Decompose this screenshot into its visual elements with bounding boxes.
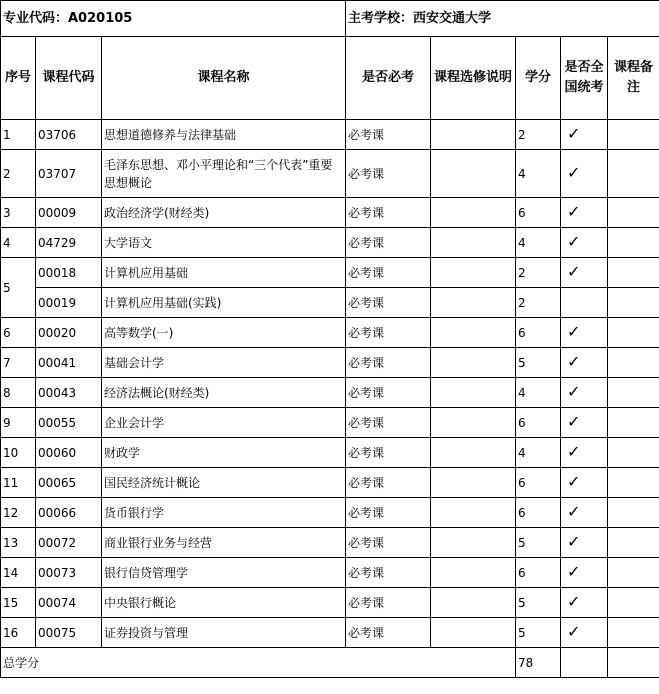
seq-cell: 10: [1, 438, 36, 468]
col-seq: 序号: [1, 37, 36, 120]
code-cell: 00041: [36, 348, 102, 378]
check-icon: ✓: [567, 231, 581, 251]
col-remark: 课程备注: [608, 37, 659, 120]
required-cell: 必考课: [346, 378, 431, 408]
seq-cell: 4: [1, 228, 36, 258]
name-cell: 中央银行概论: [102, 588, 346, 618]
credits-cell: 4: [516, 378, 561, 408]
remark-cell: [608, 438, 659, 468]
total-remark-cell: [608, 648, 659, 678]
seq-cell: 11: [1, 468, 36, 498]
exam-school: 主考学校：西安交通大学: [346, 1, 659, 37]
seq-cell: 12: [1, 498, 36, 528]
table-row: [1, 228, 659, 258]
table-row: [1, 528, 659, 558]
credits-cell: 6: [516, 498, 561, 528]
table-row: [1, 120, 659, 150]
name-cell: 经济法概论(财经类): [102, 378, 346, 408]
elective-note-cell: [431, 378, 516, 408]
check-icon: ✓: [567, 471, 581, 491]
required-cell: 必考课: [346, 408, 431, 438]
national-cell: [561, 378, 608, 408]
credits-cell: 6: [516, 198, 561, 228]
name-cell: 银行信贷管理学: [102, 558, 346, 588]
total-credits: 78: [516, 648, 561, 678]
seq-cell: 8: [1, 378, 36, 408]
remark-cell: [608, 258, 659, 288]
national-cell: [561, 348, 608, 378]
required-cell: 必考课: [346, 348, 431, 378]
table-row: [1, 150, 659, 198]
name-cell: 计算机应用基础: [102, 258, 346, 288]
national-cell: [561, 438, 608, 468]
column-header-row: [1, 37, 659, 120]
name-cell: 企业会计学: [102, 408, 346, 438]
national-cell: [561, 150, 608, 198]
check-icon: ✓: [567, 411, 581, 431]
seq-cell: 1: [1, 120, 36, 150]
code-cell: 00073: [36, 558, 102, 588]
remark-cell: [608, 198, 659, 228]
required-cell: 必考课: [346, 198, 431, 228]
check-icon: ✓: [567, 561, 581, 581]
elective-note-cell: [431, 438, 516, 468]
code-cell: 00060: [36, 438, 102, 468]
elective-note-cell: [431, 498, 516, 528]
name-cell: 商业银行业务与经营: [102, 528, 346, 558]
table-row: [1, 258, 659, 288]
elective-note-cell: [431, 468, 516, 498]
name-cell: 政治经济学(财经类): [102, 198, 346, 228]
required-cell: 必考课: [346, 120, 431, 150]
code-cell: 00055: [36, 408, 102, 438]
national-cell: [561, 498, 608, 528]
required-cell: 必考课: [346, 498, 431, 528]
table-row: [1, 198, 659, 228]
remark-cell: [608, 408, 659, 438]
seq-cell: 15: [1, 588, 36, 618]
national-cell: [561, 588, 608, 618]
name-cell: 证券投资与管理: [102, 618, 346, 648]
total-label: 总学分: [1, 648, 516, 678]
table-row: [1, 588, 659, 618]
code-cell: 03706: [36, 120, 102, 150]
code-cell: 03707: [36, 150, 102, 198]
elective-note-cell: [431, 618, 516, 648]
remark-cell: [608, 150, 659, 198]
seq-cell: 7: [1, 348, 36, 378]
national-cell: [561, 618, 608, 648]
credits-cell: 5: [516, 348, 561, 378]
required-cell: 必考课: [346, 258, 431, 288]
elective-note-cell: [431, 558, 516, 588]
elective-note-cell: [431, 150, 516, 198]
col-required: 是否必考: [346, 37, 431, 120]
required-cell: 必考课: [346, 150, 431, 198]
national-cell: [561, 528, 608, 558]
elective-note-cell: [431, 408, 516, 438]
col-credits: 学分: [516, 37, 561, 120]
national-cell: [561, 408, 608, 438]
total-row: [1, 648, 659, 678]
seq-cell: 14: [1, 558, 36, 588]
name-cell: 大学语文: [102, 228, 346, 258]
elective-note-cell: [431, 288, 516, 318]
seq-cell: 2: [1, 150, 36, 198]
required-cell: 必考课: [346, 588, 431, 618]
total-national-cell: [561, 648, 608, 678]
table-row: [1, 438, 659, 468]
seq-cell: 6: [1, 318, 36, 348]
national-cell: [561, 120, 608, 150]
required-cell: 必考课: [346, 438, 431, 468]
name-cell: 货币银行学: [102, 498, 346, 528]
check-icon: ✓: [567, 351, 581, 371]
national-cell: [561, 318, 608, 348]
elective-note-cell: [431, 318, 516, 348]
required-cell: 必考课: [346, 228, 431, 258]
national-cell: [561, 468, 608, 498]
col-code: 课程代码: [36, 37, 102, 120]
required-cell: 必考课: [346, 528, 431, 558]
code-cell: 00009: [36, 198, 102, 228]
seq-cell: 9: [1, 408, 36, 438]
name-cell: 计算机应用基础(实践): [102, 288, 346, 318]
name-cell: 基础会计学: [102, 348, 346, 378]
code-cell: 00018: [36, 258, 102, 288]
credits-cell: 2: [516, 258, 561, 288]
remark-cell: [608, 348, 659, 378]
code-cell: 00074: [36, 588, 102, 618]
remark-cell: [608, 618, 659, 648]
remark-cell: [608, 558, 659, 588]
elective-note-cell: [431, 228, 516, 258]
code-cell: 00065: [36, 468, 102, 498]
national-cell: [561, 228, 608, 258]
seq-cell: 5: [1, 258, 36, 318]
code-cell: 00075: [36, 618, 102, 648]
table-row: [1, 468, 659, 498]
remark-cell: [608, 588, 659, 618]
remark-cell: [608, 498, 659, 528]
elective-note-cell: [431, 348, 516, 378]
col-name: 课程名称: [102, 37, 346, 120]
name-cell: 财政学: [102, 438, 346, 468]
check-icon: ✓: [567, 381, 581, 401]
col-national: 是否全国统考: [561, 37, 608, 120]
code-cell: 04729: [36, 228, 102, 258]
national-cell: [561, 258, 608, 288]
table-row: [1, 348, 659, 378]
name-cell: 毛泽东思想、邓小平理论和“三个代表”重要思想概论: [102, 150, 346, 198]
table-row: [1, 318, 659, 348]
national-cell: [561, 288, 608, 318]
col-elective-note: 课程选修说明: [431, 37, 516, 120]
header-info-row: [1, 1, 659, 37]
table-row: [1, 558, 659, 588]
required-cell: 必考课: [346, 288, 431, 318]
credits-cell: 6: [516, 318, 561, 348]
credits-cell: 6: [516, 558, 561, 588]
credits-cell: 6: [516, 408, 561, 438]
code-cell: 00019: [36, 288, 102, 318]
required-cell: 必考课: [346, 468, 431, 498]
table-row: [1, 408, 659, 438]
credits-cell: 2: [516, 120, 561, 150]
check-icon: ✓: [567, 321, 581, 341]
name-cell: 思想道德修养与法律基础: [102, 120, 346, 150]
elective-note-cell: [431, 258, 516, 288]
remark-cell: [608, 228, 659, 258]
remark-cell: [608, 468, 659, 498]
name-cell: 国民经济统计概论: [102, 468, 346, 498]
table-row: [1, 498, 659, 528]
name-cell: 高等数学(一): [102, 318, 346, 348]
seq-cell: 16: [1, 618, 36, 648]
required-cell: 必考课: [346, 558, 431, 588]
remark-cell: [608, 120, 659, 150]
credits-cell: 4: [516, 438, 561, 468]
seq-cell: 3: [1, 198, 36, 228]
major-code: 专业代码：A020105: [1, 1, 346, 37]
required-cell: 必考课: [346, 318, 431, 348]
credits-cell: 5: [516, 588, 561, 618]
remark-cell: [608, 318, 659, 348]
check-icon: ✓: [567, 531, 581, 551]
credits-cell: 4: [516, 228, 561, 258]
check-icon: ✓: [567, 621, 581, 641]
table-row: [1, 288, 659, 318]
seq-cell: 13: [1, 528, 36, 558]
check-icon: ✓: [567, 261, 581, 281]
check-icon: ✓: [567, 123, 581, 143]
required-cell: 必考课: [346, 618, 431, 648]
elective-note-cell: [431, 588, 516, 618]
credits-cell: 2: [516, 288, 561, 318]
check-icon: ✓: [567, 162, 581, 182]
code-cell: 00043: [36, 378, 102, 408]
remark-cell: [608, 528, 659, 558]
remark-cell: [608, 378, 659, 408]
credits-cell: 5: [516, 618, 561, 648]
check-icon: ✓: [567, 591, 581, 611]
elective-note-cell: [431, 120, 516, 150]
credits-cell: 5: [516, 528, 561, 558]
credits-cell: 6: [516, 468, 561, 498]
table-row: [1, 378, 659, 408]
national-cell: [561, 198, 608, 228]
elective-note-cell: [431, 528, 516, 558]
remark-cell: [608, 288, 659, 318]
code-cell: 00066: [36, 498, 102, 528]
national-cell: [561, 558, 608, 588]
check-icon: ✓: [567, 441, 581, 461]
elective-note-cell: [431, 198, 516, 228]
code-cell: 00020: [36, 318, 102, 348]
credits-cell: 4: [516, 150, 561, 198]
table-row: [1, 618, 659, 648]
check-icon: ✓: [567, 501, 581, 521]
code-cell: 00072: [36, 528, 102, 558]
check-icon: ✓: [567, 201, 581, 221]
